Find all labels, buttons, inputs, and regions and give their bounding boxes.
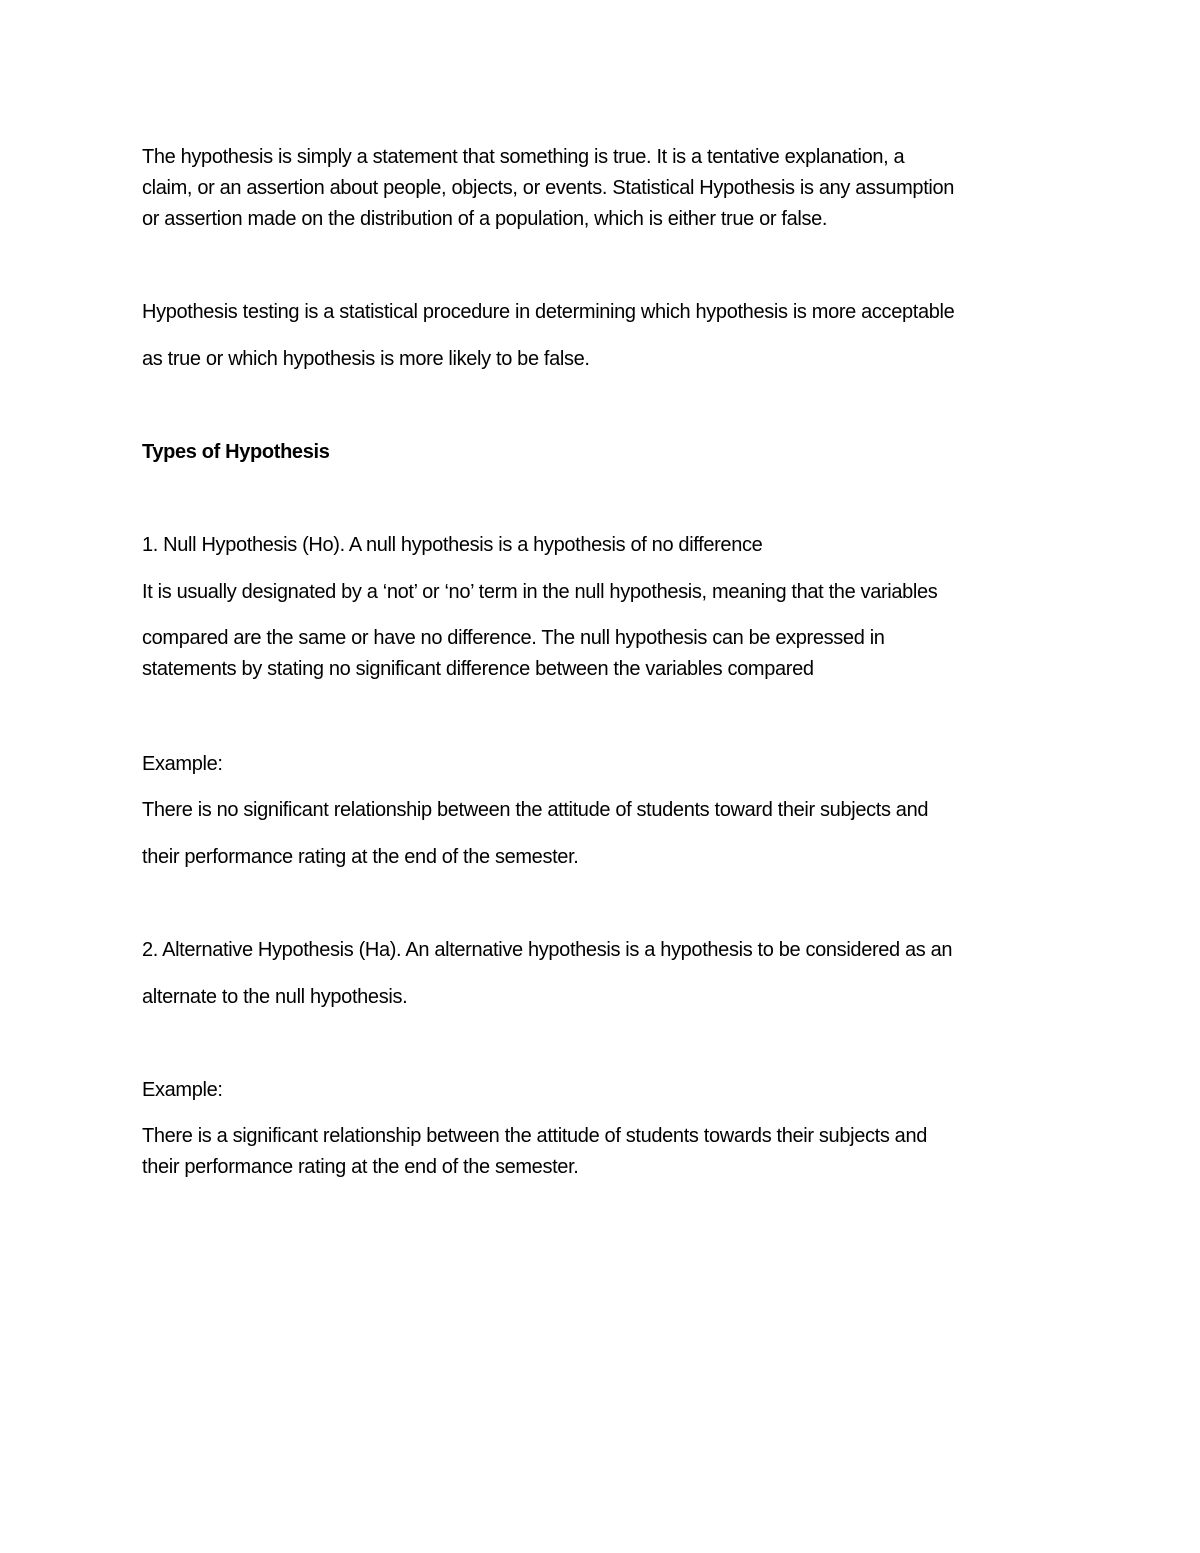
types-heading: Types of Hypothesis (142, 441, 330, 463)
testing-line-2: as true or which hypothesis is more likely to be false. (142, 348, 590, 370)
alternative-example-line-2: their performance rating at the end of the semester. (142, 1156, 579, 1178)
intro-line-3: or assertion made on the distribution of a population, which is either true or false. (142, 208, 828, 230)
null-example-line-2: their performance rating at the end of the semester. (142, 846, 579, 868)
testing-line-1: Hypothesis testing is a statistical procedure in determining which hypothesis is more acceptable (142, 301, 955, 323)
alternative-example-label: Example: (142, 1079, 223, 1101)
null-hypothesis-line-3: statements by stating no significant difference between the variables compared (142, 658, 814, 680)
intro-line-1: The hypothesis is simply a statement that something is true. It is a tentative explanation, a (142, 146, 905, 168)
alternative-example-line-1: There is a significant relationship between the attitude of students towards their subjects and (142, 1125, 928, 1147)
null-hypothesis-line-2: compared are the same or have no difference. The null hypothesis can be expressed in (142, 627, 885, 649)
alternative-hypothesis-title-1: 2. Alternative Hypothesis (Ha). An alternative hypothesis is a hypothesis to be considered as an (142, 939, 953, 961)
null-example-line-1: There is no significant relationship between the attitude of students toward their subjects and (142, 799, 929, 821)
intro-line-2: claim, or an assertion about people, objects, or events. Statistical Hypothesis is any assumption (142, 177, 955, 199)
null-hypothesis-line-1: It is usually designated by a ‘not’ or ‘no’ term in the null hypothesis, meaning that the variables (142, 581, 938, 603)
null-hypothesis-title: 1. Null Hypothesis (Ho). A null hypothesis is a hypothesis of no difference (142, 534, 763, 556)
null-example-label: Example: (142, 753, 223, 775)
alternative-hypothesis-title-2: alternate to the null hypothesis. (142, 986, 408, 1008)
